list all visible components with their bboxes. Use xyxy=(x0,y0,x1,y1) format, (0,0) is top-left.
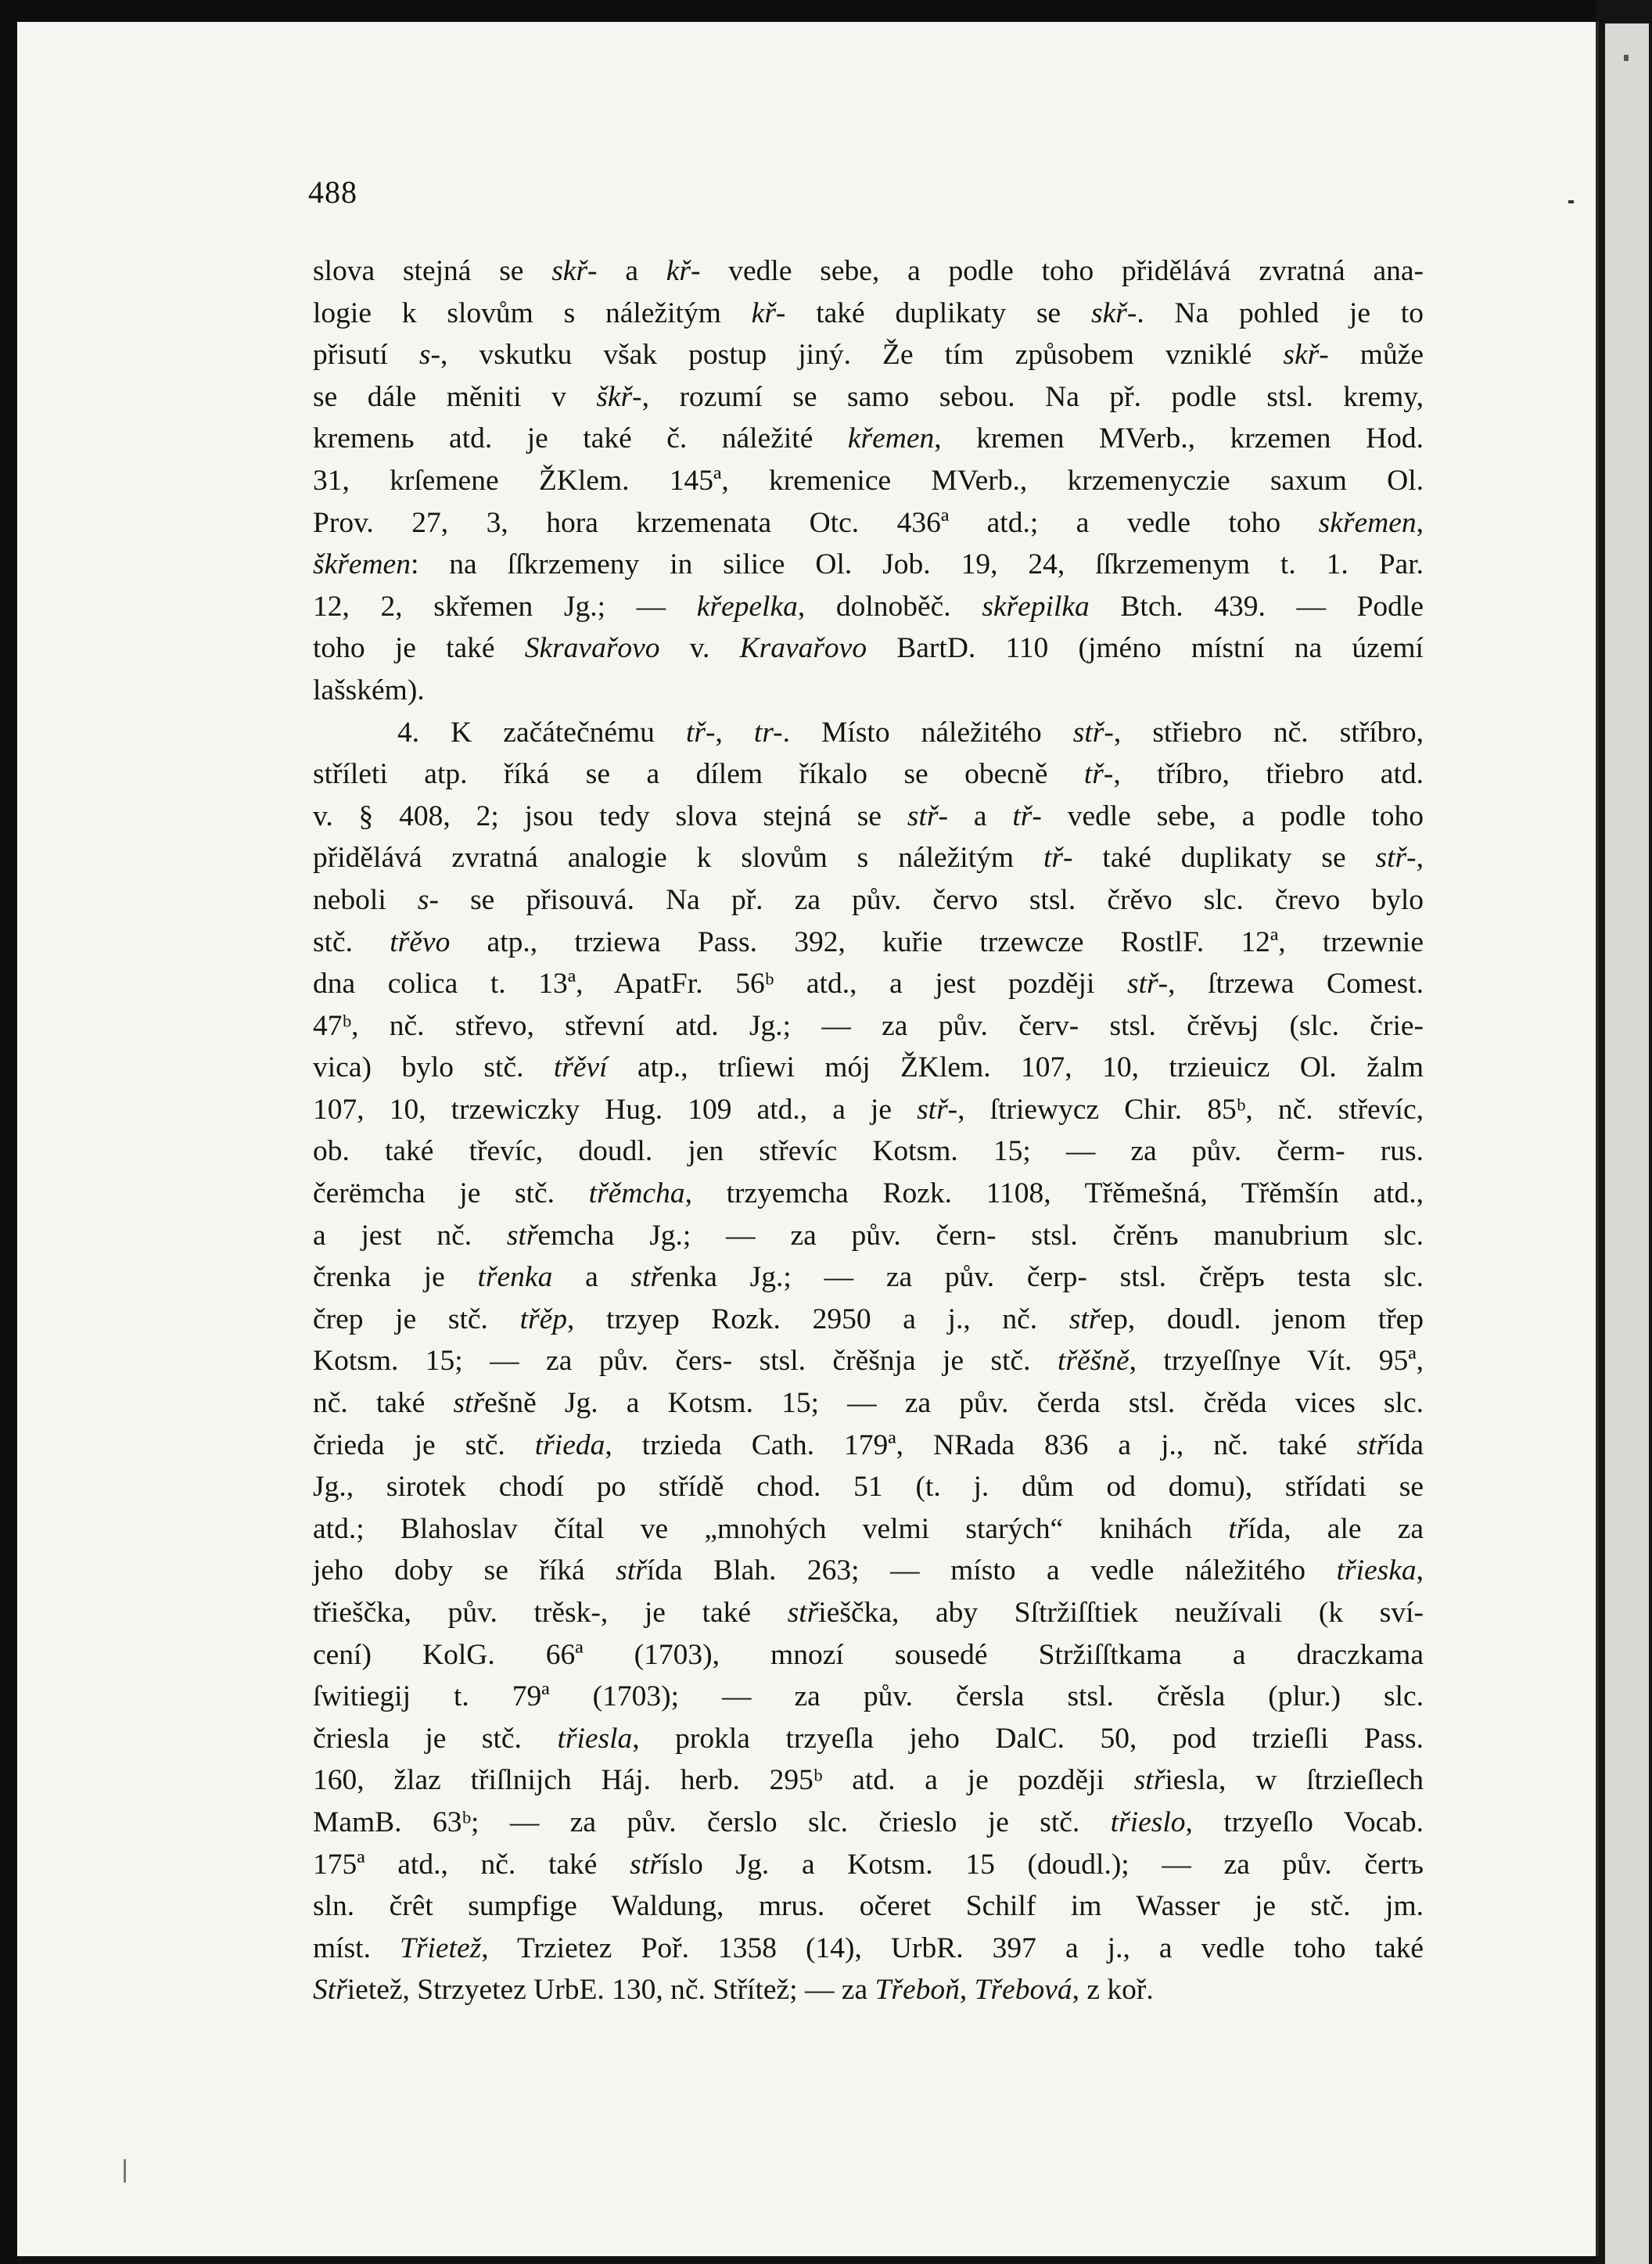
text-line: přidělává zvratná analogie k slovům s náležitým tř- také duplikaty se stř-, xyxy=(313,842,1424,875)
text-line: 160, žlaz třiſlnijch Háj. herb. 295ᵇ atd. a je později střiesla, w ſtrzieſlech xyxy=(313,1764,1424,1797)
text-line: MamB. 63ᵇ; — za pův. čerslo slc. črieslo je stč. třieslo, trzyeſlo Vocab. xyxy=(313,1806,1424,1838)
text-line: Střietež, Strzyetez UrbE. 130, nč. Střítež; — za Třeboň, Třebová, z koř. xyxy=(313,1974,1154,2007)
text-line: črieda je stč. třieda, trzieda Cath. 179ª, NRada 836 a j., nč. také střída xyxy=(313,1428,1424,1461)
text-line: 4. K začátečnému tř-, tr-. Místo náležitého stř-, střiebro nč. stříbro, xyxy=(397,716,1424,749)
text-line: 31, krſemene ŽKlem. 145ª, kremenice MVerb., krzemenyczie saxum Ol. xyxy=(313,464,1424,497)
text-line: 12, 2, skřemen Jg.; — křepelka, dolnoběč. skřepilka Btch. 439. — Podle xyxy=(313,590,1424,623)
text-line: cení) KolG. 66ª (1703), mnozí sousedé Stržiſſtkama a draczkama xyxy=(313,1638,1424,1671)
text-line: atd.; Blahoslav čítal ve „mnohých velmi starých“ knihách třída, ale za xyxy=(313,1512,1424,1545)
text-line: vica) bylo stč. třěví atp., trſiewi mój ŽKlem. 107, 10, trzieuicz Ol. žalm xyxy=(313,1051,1424,1084)
text-line: 47ᵇ, nč. střevo, střevní atd. Jg.; — za pův. červ- stsl. črěvьj (slc. črie- xyxy=(313,1009,1424,1042)
text-line: črenka je třenka a střenka Jg.; — za pův. čerp- stsl. črěpъ testa slc. xyxy=(313,1261,1424,1294)
text-line: 107, 10, trzewiczky Hug. 109 atd., a je stř-, ſtriewycz Chir. 85ᵇ, nč. střevíc, xyxy=(313,1093,1424,1126)
adjacent-page-edge xyxy=(1605,23,1649,2264)
scan-border-top xyxy=(0,0,1652,23)
text-line: dna colica t. 13ª, ApatFr. 56ᵇ atd., a jest později stř-, ſtrzewa Comest. xyxy=(313,968,1424,1001)
text-line: čerëmcha je stč. třěmcha, trzyemcha Rozk. 1108, Třěmešná, Třěmšín atd., xyxy=(313,1177,1424,1210)
scan-speck xyxy=(1568,200,1574,203)
text-line: třieščka, pův. trěsk-, je také střieščka, aby Sſtržiſſtiek neužívali (k sví- xyxy=(313,1597,1424,1629)
text-line: ſwitiegij t. 79ª (1703); — za pův. čersla stsl. črěsla (plur.) slc. xyxy=(313,1680,1424,1713)
text-line: stříleti atp. říká se a dílem říkalo se obecně tř-, tříbro, třiebro atd. xyxy=(313,758,1424,791)
text-line: ob. také třevíc, doudl. jen střevíc Kotsm. 15; — za pův. čerm- rus. xyxy=(313,1135,1424,1168)
text-line: 175ª atd., nč. také stříslo Jg. a Kotsm. 15 (doudl.); — za pův. čertъ xyxy=(313,1848,1424,1881)
text-line: slova stejná se skř- a kř- vedle sebe, a podle toho přidělává zvratná ana- xyxy=(313,255,1424,287)
page-number: 488 xyxy=(308,174,357,210)
text-line: Prov. 27, 3, hora krzemenata Otc. 436ª atd.; a vedle toho skřemen, xyxy=(313,506,1424,539)
text-line: přisutí s-, vskutku však postup jiný. Že tím způsobem vzniklé skř- může xyxy=(313,339,1424,372)
text-line: toho je také Skravařovo v. Kravařovo BartD. 110 (jméno místní na území xyxy=(313,632,1424,665)
text-line: čriesla je stč. třiesla, prokla trzyeſla jeho DalC. 50, pod trzieſli Pass. xyxy=(313,1722,1424,1755)
text-line: stč. třěvo atp., trziewa Pass. 392, kuřie trzewcze RostlF. 12ª, trzewnie xyxy=(313,925,1424,958)
scan-speck xyxy=(124,2159,126,2183)
text-line: a jest nč. střemcha Jg.; — za pův. čern- stsl. črěnъ manubrium slc. xyxy=(313,1219,1424,1252)
text-line: Kotsm. 15; — za pův. čers- stsl. črěšnja je stč. třěšně, trzyeſſnye Vít. 95ª, xyxy=(313,1345,1424,1378)
scan-border-left xyxy=(0,0,17,2264)
text-line: lašském). xyxy=(313,674,425,706)
text-line: škřemen: na ſſkrzemeny in silice Ol. Job. 19, 24, ſſkrzemenym t. 1. Par. xyxy=(313,548,1424,581)
body-text xyxy=(313,250,1424,2011)
text-line: črep je stč. třěp, trzyep Rozk. 2950 a j., nč. střep, doudl. jenom třep xyxy=(313,1303,1424,1335)
text-line: logie k slovům s náležitým kř- také duplikaty se skř-. Na pohled je to xyxy=(313,296,1424,329)
text-line: kremenь atd. je také č. náležité křemen, kremen MVerb., krzemen Hod. xyxy=(313,422,1424,455)
text-line: v. § 408, 2; jsou tedy slova stejná se stř- a tř- vedle sebe, a podle toho xyxy=(313,800,1424,832)
text-line: sln. črêt sumpfige Waldung, mrus. očeret Schilf im Wasser je stč. jm. xyxy=(313,1890,1424,1923)
text-line: Jg., sirotek chodí po střídě chod. 51 (t. j. dům od domu), střídati se xyxy=(313,1471,1424,1504)
text-line: nč. také střešně Jg. a Kotsm. 15; — za pův. čerda stsl. črěda vices slc. xyxy=(313,1387,1424,1420)
scan-speck xyxy=(1624,55,1629,61)
text-line: neboli s- se přisouvá. Na př. za pův. červo stsl. črěvo slc. črevo bylo xyxy=(313,883,1424,916)
text-line: jeho doby se říká střída Blah. 263; — místo a vedle náležitého třieska, xyxy=(313,1554,1424,1587)
text-line: míst. Třietež, Trzietez Poř. 1358 (14), UrbR. 397 a j., a vedle toho také xyxy=(313,1932,1424,1964)
text-line: se dále měniti v škř-, rozumí se samo sebou. Na př. podle stsl. kremy, xyxy=(313,380,1424,413)
page-gutter-line xyxy=(1596,22,1599,2256)
